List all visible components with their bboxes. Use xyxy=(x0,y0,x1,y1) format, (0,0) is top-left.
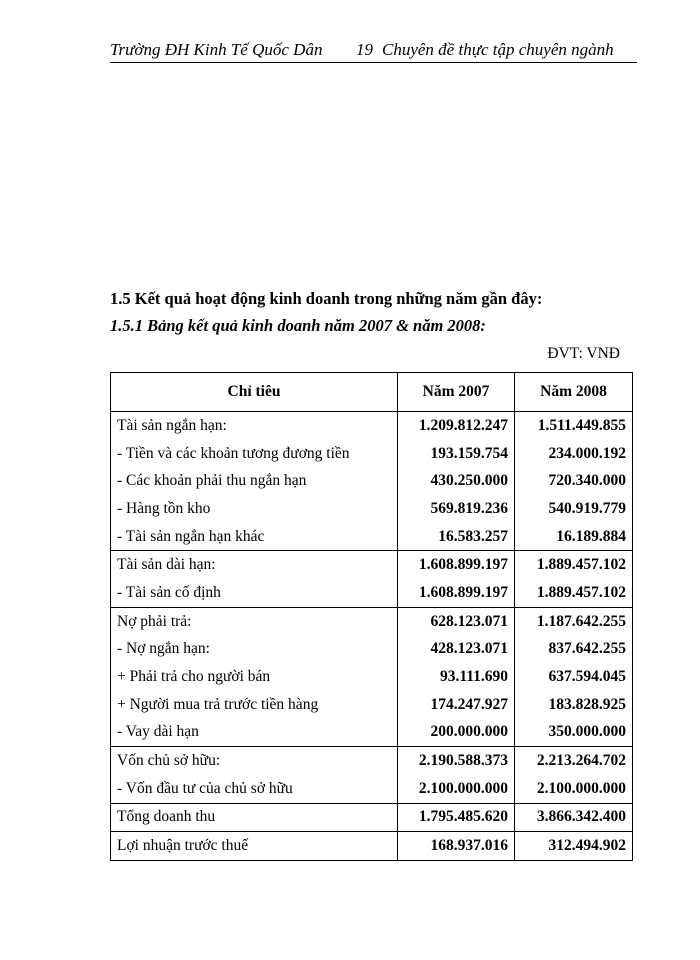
table-row xyxy=(111,691,633,719)
row-label: - Nợ ngắn hạn: xyxy=(111,636,398,664)
business-results-table xyxy=(110,372,633,861)
header-school: Trường ĐH Kinh Tế Quốc Dân xyxy=(110,40,323,59)
table-row xyxy=(111,495,633,523)
table-row xyxy=(111,607,633,635)
row-label: + Người mua trả trước tiền hàng xyxy=(111,691,398,719)
header-page-number: 19 xyxy=(356,40,373,59)
value-2007: 628.123.071 xyxy=(398,607,515,635)
row-label: Tài sản dài hạn: xyxy=(111,551,398,579)
value-2007: 428.123.071 xyxy=(398,636,515,664)
table-row xyxy=(111,440,633,468)
row-label: Nợ phải trả: xyxy=(111,607,398,635)
value-2007: 430.250.000 xyxy=(398,467,515,495)
table-row xyxy=(111,467,633,495)
value-2007: 93.111.690 xyxy=(398,663,515,691)
table-row xyxy=(111,551,633,579)
value-2007: 1.608.899.197 xyxy=(398,551,515,579)
value-2008: 183.828.925 xyxy=(515,691,633,719)
value-2008: 16.189.884 xyxy=(515,523,633,551)
row-label: Tổng doanh thu xyxy=(111,803,398,832)
table-row xyxy=(111,663,633,691)
value-2008: 350.000.000 xyxy=(515,719,633,747)
value-2008: 837.642.255 xyxy=(515,636,633,664)
table-row xyxy=(111,523,633,551)
value-2007: 193.159.754 xyxy=(398,440,515,468)
row-label: - Vay dài hạn xyxy=(111,719,398,747)
value-2007: 2.100.000.000 xyxy=(398,775,515,803)
row-label: - Hàng tồn kho xyxy=(111,495,398,523)
table-row xyxy=(111,775,633,803)
value-2007: 200.000.000 xyxy=(398,719,515,747)
header-topic: Chuyên đề thực tập chuyên ngành xyxy=(382,40,614,59)
value-2008: 312.494.902 xyxy=(515,832,633,861)
value-2008: 1.187.642.255 xyxy=(515,607,633,635)
value-2007: 1.795.485.620 xyxy=(398,803,515,832)
value-2007: 168.937.016 xyxy=(398,832,515,861)
subsection-title: 1.5.1 Bảng kết quả kinh doanh năm 2007 & năm 2008: xyxy=(110,316,486,335)
section-title: 1.5 Kết quả hoạt động kinh doanh trong những năm gần đây: xyxy=(110,289,543,308)
value-2007: 1.608.899.197 xyxy=(398,579,515,607)
value-2008: 637.594.045 xyxy=(515,663,633,691)
value-2007: 2.190.588.373 xyxy=(398,747,515,775)
unit-label: ĐVT: VNĐ xyxy=(547,345,620,362)
value-2007: 174.247.927 xyxy=(398,691,515,719)
row-label: - Tài sản cố định xyxy=(111,579,398,607)
page-header xyxy=(110,38,637,63)
table-body xyxy=(111,412,633,861)
value-2008: 1.889.457.102 xyxy=(515,579,633,607)
table-row xyxy=(111,719,633,747)
value-2008: 1.889.457.102 xyxy=(515,551,633,579)
table-row xyxy=(111,636,633,664)
value-2008: 540.919.779 xyxy=(515,495,633,523)
row-label: - Vốn đầu tư của chủ sở hữu xyxy=(111,775,398,803)
header-2008: Năm 2008 xyxy=(515,373,633,412)
value-2008: 3.866.342.400 xyxy=(515,803,633,832)
table-row xyxy=(111,832,633,861)
header-indicator: Chỉ tiêu xyxy=(111,373,398,412)
table-row xyxy=(111,803,633,832)
value-2007: 16.583.257 xyxy=(398,523,515,551)
row-label: Vốn chủ sở hữu: xyxy=(111,747,398,775)
value-2008: 2.100.000.000 xyxy=(515,775,633,803)
table-row xyxy=(111,412,633,440)
row-label: - Tài sản ngắn hạn khác xyxy=(111,523,398,551)
row-label: - Các khoản phải thu ngắn hạn xyxy=(111,467,398,495)
header-2007: Năm 2007 xyxy=(398,373,515,412)
row-label: + Phải trả cho người bán xyxy=(111,663,398,691)
row-label: Tài sản ngắn hạn: xyxy=(111,412,398,440)
table-row xyxy=(111,579,633,607)
table-row xyxy=(111,747,633,775)
row-label: Lợi nhuận trước thuế xyxy=(111,832,398,861)
row-label: - Tiền và các khoản tương đương tiền xyxy=(111,440,398,468)
value-2008: 234.000.192 xyxy=(515,440,633,468)
value-2008: 720.340.000 xyxy=(515,467,633,495)
value-2007: 1.209.812.247 xyxy=(398,412,515,440)
value-2008: 2.213.264.702 xyxy=(515,747,633,775)
value-2008: 1.511.449.855 xyxy=(515,412,633,440)
value-2007: 569.819.236 xyxy=(398,495,515,523)
table-header-row xyxy=(111,373,633,412)
